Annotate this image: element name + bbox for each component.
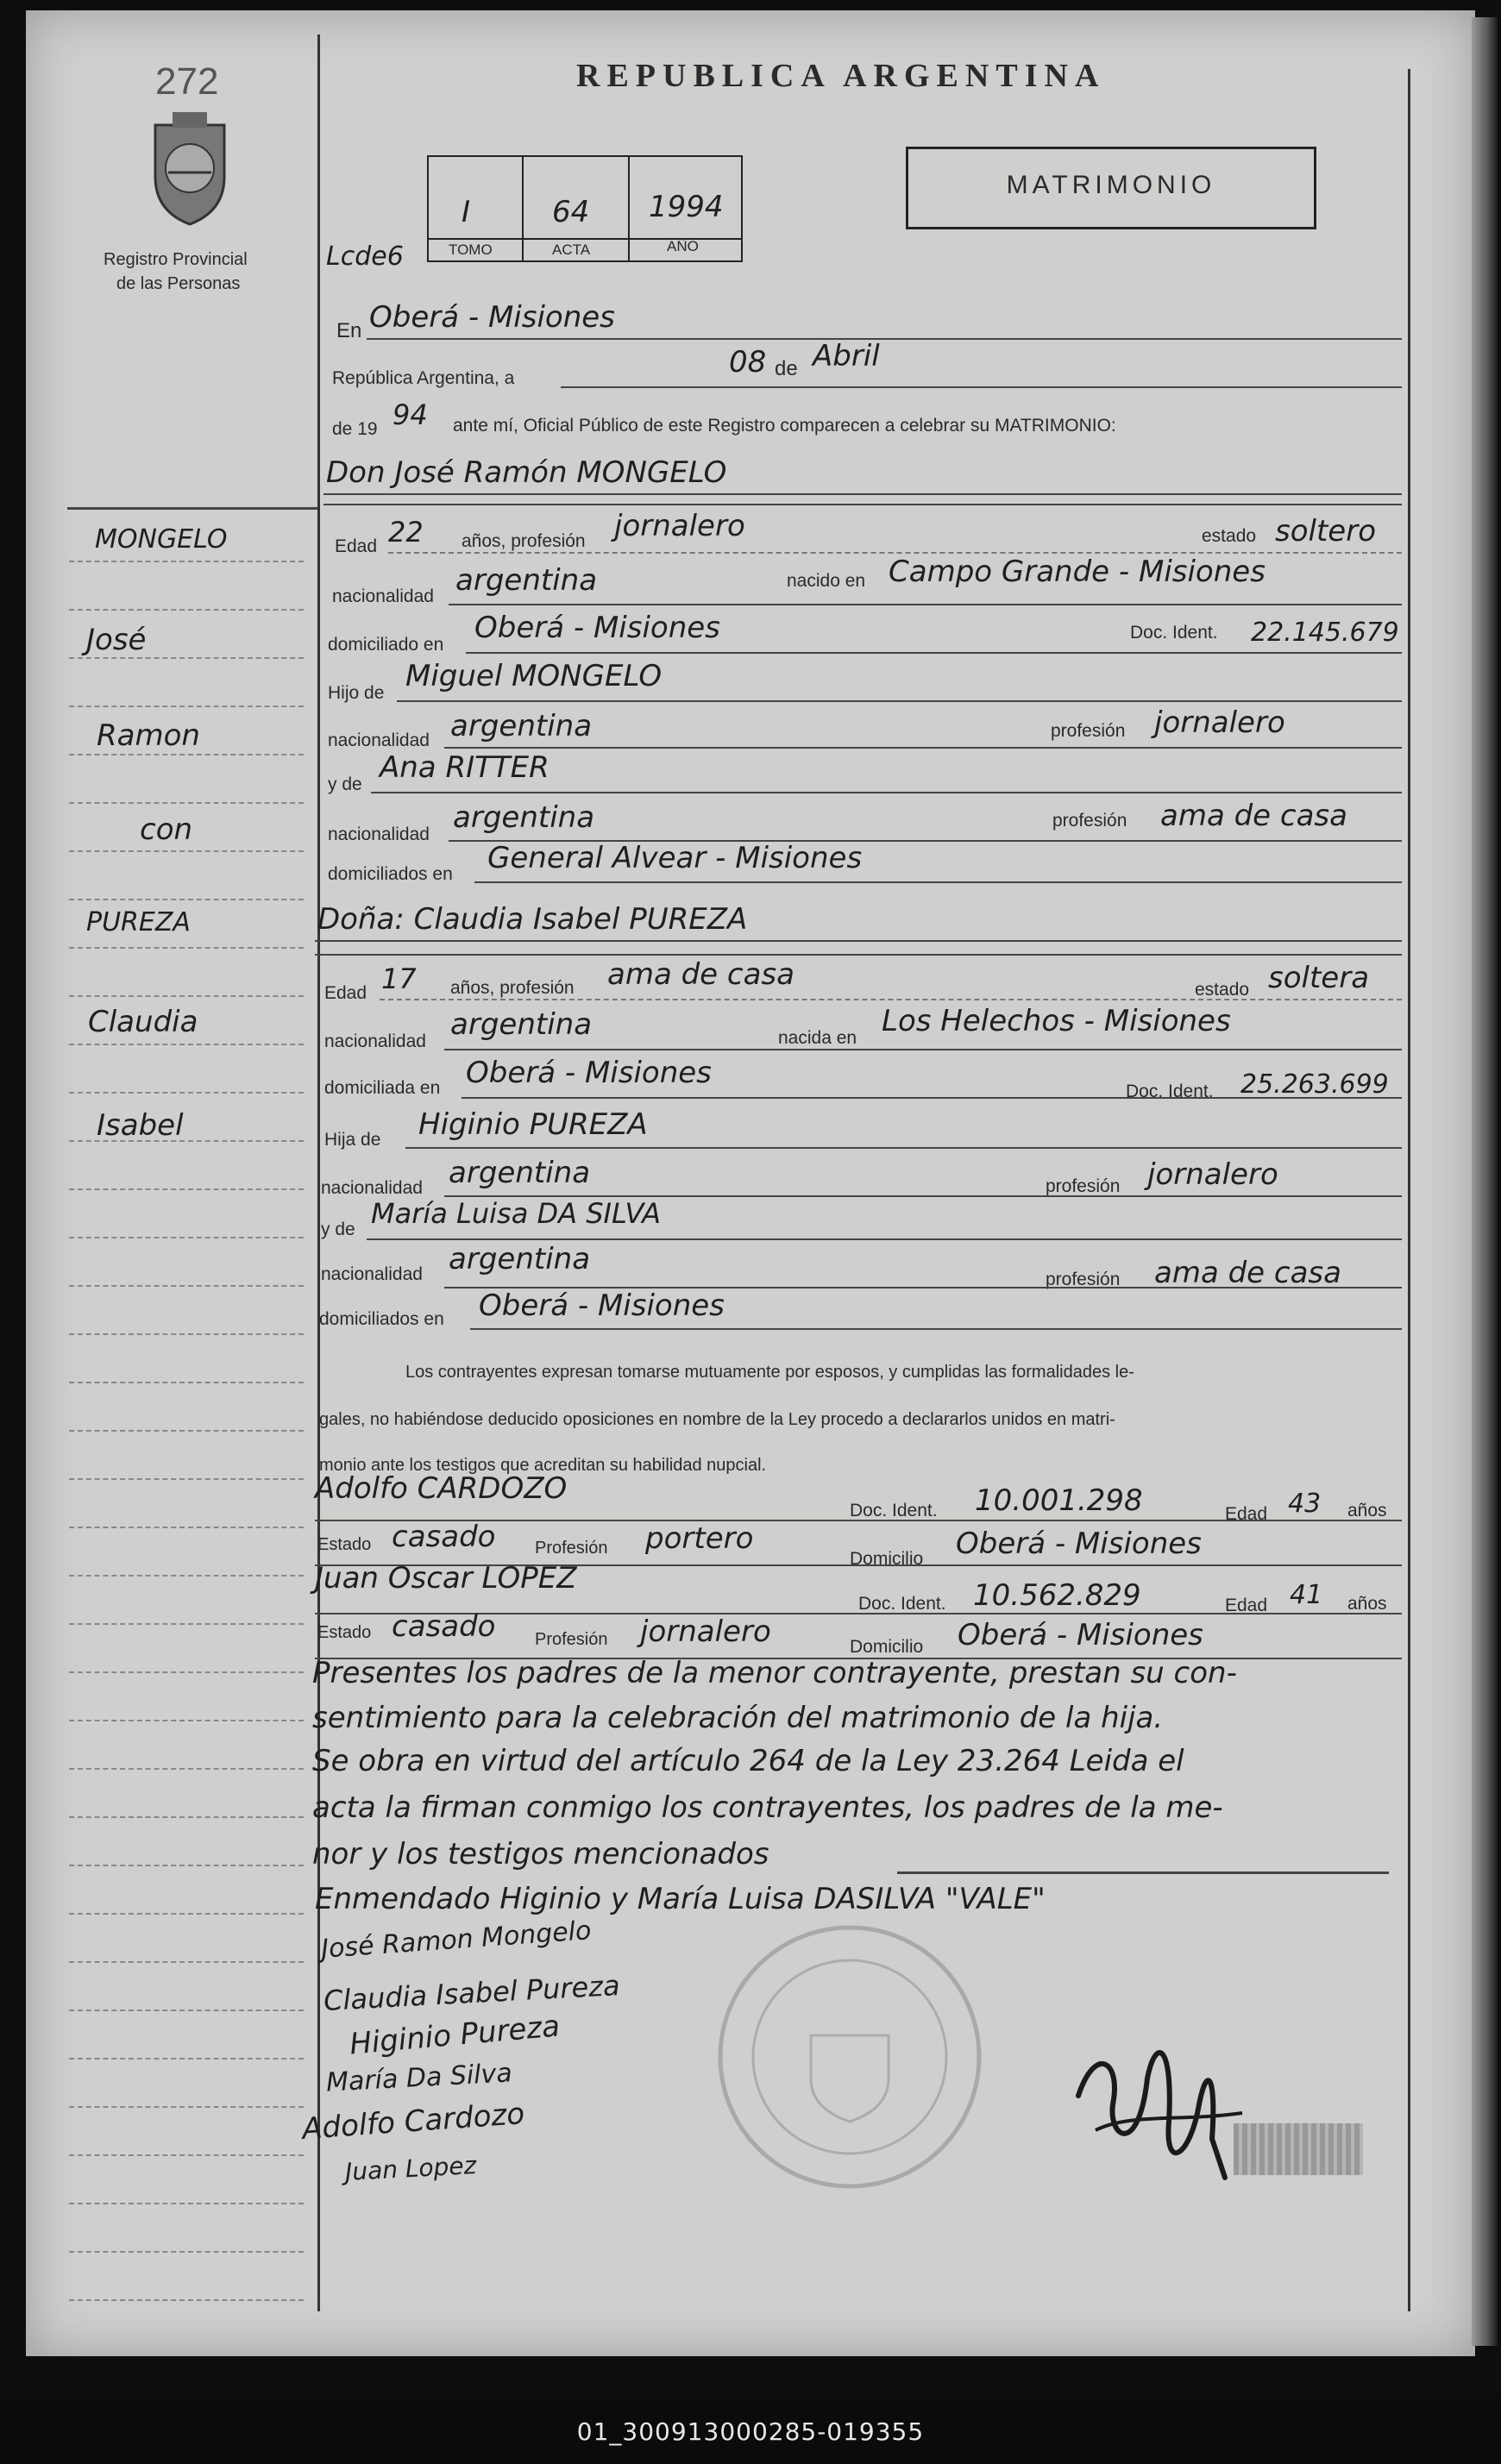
bride-father-nat-label: nacionalidad (321, 1178, 423, 1198)
margin-rule (69, 1333, 304, 1335)
note-line-1: Presentes los padres de la menor contrayente, prestan su con- (312, 1656, 1237, 1690)
margin-rule (69, 1768, 304, 1770)
groom-mother-prof-label: profesión (1052, 811, 1127, 831)
margin-surname-bride: PUREZA (86, 907, 191, 937)
witness1-domicile: Oberá - Misiones (956, 1527, 1202, 1561)
groom-father-nat: argentina (450, 709, 593, 743)
right-border (1408, 69, 1410, 2311)
intro-place: Oberá - Misiones (369, 300, 615, 335)
officer-stamp-mark (1234, 2123, 1363, 2175)
bride-estado-label: estado (1195, 980, 1250, 1000)
margin-rule (69, 2251, 304, 2253)
signature-father: Higinio Pureza (348, 2009, 562, 2062)
bride-edad-label: Edad (324, 983, 367, 1003)
margin-rule (69, 1237, 304, 1238)
groom-estado: soltero (1275, 514, 1376, 549)
groom-mother-label: y de (328, 774, 362, 794)
registry-name-2: de las Personas (116, 274, 241, 293)
witness2-anos-label: años (1347, 1594, 1387, 1614)
witness2-estado: casado (392, 1609, 496, 1644)
bride-parents-dom-label: domiciliados en (319, 1309, 444, 1329)
margin-rule (69, 1575, 304, 1577)
groom-anos-label: años, profesión (462, 531, 586, 551)
acta-value: 64 (552, 195, 590, 229)
witness2-domicile: Oberá - Misiones (958, 1618, 1203, 1652)
signature-mother: María Da Silva (325, 2058, 513, 2098)
signature-groom: José Ramon Mongelo (320, 1915, 593, 1965)
intro-day: 08 (729, 345, 767, 379)
margin-rule (69, 850, 304, 852)
witness1-prof-label: Profesión (535, 1539, 608, 1558)
witness1-estado-label: Estado (317, 1535, 372, 1554)
margin-divider (317, 34, 320, 2311)
groom-age: 22 (388, 516, 424, 549)
registry-name-1: Registro Provincial (104, 250, 248, 269)
margin-rule (69, 2203, 304, 2204)
margin-rule (69, 899, 304, 900)
acta-label: ACTA (552, 241, 591, 258)
witness1-dom-label: Domicilio (850, 1549, 924, 1569)
note-line-4: acta la firman conmigo los contrayentes, los padres de la me- (312, 1790, 1223, 1825)
groom-profession: jornalero (614, 509, 745, 543)
note-line-2: sentimiento para la celebración del matrimonio de la hija. (312, 1701, 1164, 1735)
bride-name: Doña: Claudia Isabel PUREZA (317, 902, 748, 937)
bride-mother-prof: ama de casa (1154, 1256, 1341, 1290)
intro-year-prefix: de 19 (332, 419, 378, 439)
margin-rule (69, 1913, 304, 1915)
bride-mother-nat-label: nacionalidad (321, 1264, 423, 1284)
groom-father-label: Hijo de (328, 683, 385, 703)
witness2-doc-label: Doc. Ident. (858, 1594, 946, 1614)
bride-father-label: Hija de (324, 1130, 381, 1150)
margin-name-ramon: Ramon (97, 718, 200, 753)
margin-rule (69, 1188, 304, 1190)
intro-rep-label: República Argentina, a (332, 368, 515, 388)
note-line-5: nor y los testigos mencionados (312, 1837, 769, 1872)
bride-parents-dom: Oberá - Misiones (479, 1288, 725, 1323)
margin-rule (69, 1527, 304, 1528)
witness2-name: Juan Oscar LOPEZ (315, 1561, 577, 1596)
margin-rule (69, 2154, 304, 2156)
margin-name-jose: José (86, 623, 147, 657)
margin-rule (69, 947, 304, 949)
groom-domicile: Oberá - Misiones (474, 611, 720, 645)
groom-mother-nat-label: nacionalidad (328, 824, 430, 844)
margin-rule (69, 1961, 304, 1963)
bride-doc-label: Doc. Ident. (1126, 1082, 1214, 1101)
groom-doc: 22.145.679 (1251, 618, 1399, 648)
witness2-edad-label: Edad (1225, 1596, 1268, 1615)
statement-line-3: monio ante los testigos que acreditan su habilidad nupcial. (319, 1456, 767, 1475)
bride-estado: soltera (1268, 961, 1370, 995)
margin-rule (69, 1140, 304, 1142)
bride-domicile: Oberá - Misiones (466, 1056, 712, 1090)
witness2-dom-label: Domicilio (850, 1637, 924, 1657)
groom-birthplace: Campo Grande - Misiones (889, 555, 1265, 589)
bride-mother-prof-label: profesión (1046, 1270, 1121, 1289)
groom-parents-dom-label: domiciliados en (328, 864, 453, 884)
witness1-anos-label: años (1347, 1501, 1387, 1520)
signature-witness2: Juan Lopez (344, 2151, 478, 2186)
margin-con: con (140, 812, 193, 847)
groom-father-nat-label: nacionalidad (328, 730, 430, 750)
tomo-value: I (462, 195, 471, 229)
folio-number: 272 (155, 60, 219, 103)
margin-rule (69, 1478, 304, 1480)
registry-box-sep1 (522, 155, 524, 260)
witness1-estado: casado (392, 1520, 496, 1554)
groom-nacido-label: nacido en (787, 571, 866, 591)
margin-name-claudia: Claudia (88, 1005, 198, 1039)
bride-nationality: argentina (450, 1007, 593, 1042)
bride-mother-nat: argentina (449, 1242, 591, 1276)
intro-year-suffix: 94 (393, 398, 428, 431)
intro-text: ante mí, Oficial Público de este Registro comparecen a celebrar su MATRIMONIO: (453, 416, 1116, 436)
groom-edad-label: Edad (335, 536, 378, 556)
margin-rule (69, 1720, 304, 1721)
margin-rule (69, 1430, 304, 1432)
groom-mother-nat: argentina (453, 800, 595, 835)
registry-box-sep2 (628, 155, 630, 260)
coat-of-arms-seal (138, 108, 242, 229)
signature-witness1: Adolfo Cardozo (300, 2097, 526, 2147)
margin-rule (69, 1382, 304, 1383)
witness1-doc-label: Doc. Ident. (850, 1501, 938, 1520)
groom-father-prof: jornalero (1154, 705, 1285, 740)
margin-rule (69, 754, 304, 756)
bride-birthplace: Los Helechos - Misiones (882, 1004, 1231, 1038)
groom-dom-label: domiciliado en (328, 635, 444, 655)
witness2-age: 41 (1290, 1580, 1323, 1610)
bride-age: 17 (381, 962, 417, 995)
groom-name: Don José Ramón MONGELO (326, 455, 727, 490)
bride-dom-label: domiciliada en (324, 1078, 441, 1098)
bride-anos-label: años, profesión (450, 978, 575, 998)
witness1-profession: portero (645, 1521, 754, 1556)
margin-top-rule (67, 507, 317, 510)
margin-rule (69, 2009, 304, 2011)
margin-name-isabel: Isabel (97, 1108, 184, 1143)
ano-value: 1994 (649, 190, 724, 224)
margin-rule (69, 609, 304, 611)
groom-mother: Ana RITTER (380, 750, 550, 785)
note-line-6: Enmendado Higinio y María Luisa DASILVA "VALE" (315, 1882, 1046, 1916)
note-line-3: Se obra en virtud del artículo 264 de la Ley 23.264 Leida el (312, 1744, 1184, 1778)
bride-father-prof-label: profesión (1046, 1176, 1121, 1196)
margin-rule (69, 802, 304, 804)
doc-type: MATRIMONIO (1006, 171, 1216, 199)
bride-nacida-label: nacida en (778, 1028, 857, 1048)
footer-code: 01_300913000285-019355 (576, 2417, 925, 2446)
side-code: Lcde6 (326, 241, 404, 272)
margin-rule (69, 1671, 304, 1673)
witness1-name: Adolfo CARDOZO (315, 1471, 568, 1506)
intro-de-label: de (775, 357, 798, 380)
statement-line-2: gales, no habiéndose deducido oposiciones en nombre de la Ley procedo a declararlos unidos en matri- (319, 1410, 1115, 1429)
country-title: REPUBLICA ARGENTINA (576, 58, 1106, 94)
groom-doc-label: Doc. Ident. (1130, 623, 1218, 643)
groom-nationality: argentina (455, 563, 598, 598)
margin-rule (69, 1623, 304, 1625)
witness1-doc: 10.001.298 (975, 1483, 1143, 1518)
margin-rule (69, 1865, 304, 1866)
official-seal-stamp (707, 1915, 992, 2199)
groom-parents-dom: General Alvear - Misiones (487, 841, 863, 875)
margin-rule (69, 1816, 304, 1818)
ano-label: AÑO (667, 238, 699, 254)
bride-father-prof: jornalero (1147, 1157, 1278, 1192)
margin-rule (69, 561, 304, 562)
margin-rule (69, 995, 304, 997)
margin-rule (69, 2058, 304, 2060)
margin-rule (69, 1092, 304, 1094)
intro-en-label: En (336, 319, 362, 342)
signature-bride: Claudia Isabel Pureza (323, 1969, 621, 2017)
officer-signature (1061, 2027, 1259, 2199)
witness2-prof-label: Profesión (535, 1630, 608, 1649)
witness2-profession: jornalero (640, 1614, 771, 1649)
groom-mother-prof: ama de casa (1160, 799, 1347, 833)
groom-nat-label: nacionalidad (332, 586, 434, 606)
margin-rule (69, 2299, 304, 2301)
bride-father: Higinio PUREZA (418, 1107, 648, 1142)
margin-rule (69, 705, 304, 707)
groom-father: Miguel MONGELO (405, 659, 663, 693)
bride-doc: 25.263.699 (1240, 1069, 1389, 1100)
bride-nat-label: nacionalidad (324, 1031, 426, 1051)
page-edge (1472, 17, 1498, 2346)
witness2-doc: 10.562.829 (973, 1578, 1141, 1613)
bride-mother: María Luisa DA SILVA (371, 1197, 662, 1230)
statement-line-1: Los contrayentes expresan tomarse mutuamente por esposos, y cumplidas las formalidades le- (405, 1363, 1134, 1382)
bride-mother-label: y de (321, 1219, 355, 1239)
margin-rule (69, 1285, 304, 1287)
groom-father-prof-label: profesión (1051, 721, 1126, 741)
margin-rule (69, 1044, 304, 1045)
intro-month: Abril (813, 339, 880, 373)
bride-profession: ama de casa (607, 957, 794, 992)
margin-surname-groom: MONGELO (95, 524, 228, 555)
tomo-label: TOMO (449, 241, 493, 258)
margin-rule (69, 657, 304, 659)
witness2-estado-label: Estado (317, 1623, 372, 1642)
bride-father-nat: argentina (449, 1156, 591, 1190)
witness1-edad-label: Edad (1225, 1504, 1268, 1524)
groom-estado-label: estado (1202, 526, 1257, 546)
witness1-age: 43 (1288, 1489, 1322, 1519)
margin-rule (69, 2106, 304, 2108)
